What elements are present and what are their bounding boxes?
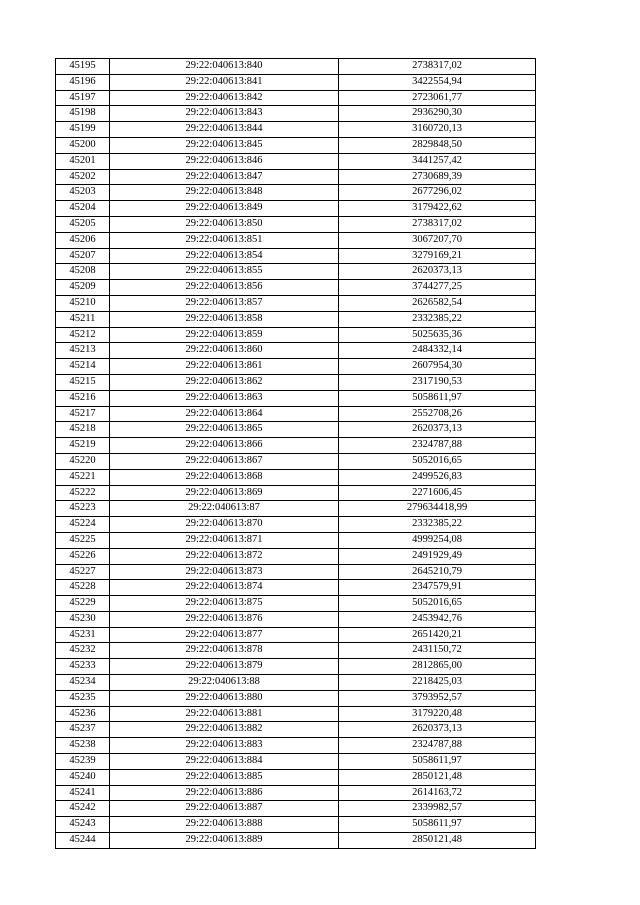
table-row	[56, 517, 536, 533]
cadastral-number-cell: 29:22:040613:846	[110, 153, 339, 169]
cadastral-number-cell: 29:22:040613:885	[110, 769, 339, 785]
row-number-cell: 45218	[56, 422, 110, 438]
cadastral-number-cell: 29:22:040613:847	[110, 169, 339, 185]
value-cell: 279634418,99	[339, 501, 536, 517]
table-row	[56, 185, 536, 201]
row-number-cell: 45211	[56, 311, 110, 327]
value-cell: 4999254,08	[339, 532, 536, 548]
value-cell: 5058611,97	[339, 390, 536, 406]
value-cell: 2324787,88	[339, 438, 536, 454]
value-cell: 2332385,22	[339, 311, 536, 327]
table-row	[56, 580, 536, 596]
value-cell: 3160720,13	[339, 122, 536, 138]
row-number-cell: 45235	[56, 690, 110, 706]
cadastral-number-cell: 29:22:040613:874	[110, 580, 339, 596]
table-row	[56, 201, 536, 217]
cadastral-number-cell: 29:22:040613:884	[110, 754, 339, 770]
value-cell: 2936290,30	[339, 106, 536, 122]
cadastral-number-cell: 29:22:040613:880	[110, 690, 339, 706]
value-cell: 5052016,65	[339, 596, 536, 612]
row-number-cell: 45239	[56, 754, 110, 770]
row-number-cell: 45223	[56, 501, 110, 517]
row-number-cell: 45222	[56, 485, 110, 501]
row-number-cell: 45224	[56, 517, 110, 533]
table-row	[56, 74, 536, 90]
row-number-cell: 45202	[56, 169, 110, 185]
row-number-cell: 45201	[56, 153, 110, 169]
cadastral-number-cell: 29:22:040613:867	[110, 453, 339, 469]
table-row	[56, 801, 536, 817]
table-row	[56, 280, 536, 296]
row-number-cell: 45231	[56, 627, 110, 643]
table-row	[56, 122, 536, 138]
cadastral-number-cell: 29:22:040613:878	[110, 643, 339, 659]
cadastral-number-cell: 29:22:040613:854	[110, 248, 339, 264]
value-cell: 2620373,13	[339, 422, 536, 438]
table-row	[56, 754, 536, 770]
table-row	[56, 311, 536, 327]
value-cell: 3179220,48	[339, 706, 536, 722]
table-row	[56, 501, 536, 517]
value-cell: 2620373,13	[339, 264, 536, 280]
cadastral-number-cell: 29:22:040613:840	[110, 59, 339, 75]
row-number-cell: 45210	[56, 295, 110, 311]
value-cell: 5058611,97	[339, 817, 536, 833]
row-number-cell: 45227	[56, 564, 110, 580]
table-row	[56, 169, 536, 185]
table-row	[56, 390, 536, 406]
value-cell: 5052016,65	[339, 453, 536, 469]
row-number-cell: 45207	[56, 248, 110, 264]
cadastral-number-cell: 29:22:040613:866	[110, 438, 339, 454]
cadastral-number-cell: 29:22:040613:855	[110, 264, 339, 280]
row-number-cell: 45230	[56, 611, 110, 627]
row-number-cell: 45204	[56, 201, 110, 217]
row-number-cell: 45229	[56, 596, 110, 612]
value-cell: 2626582,54	[339, 295, 536, 311]
cadastral-number-cell: 29:22:040613:869	[110, 485, 339, 501]
cadastral-number-cell: 29:22:040613:875	[110, 596, 339, 612]
value-cell: 2677296,02	[339, 185, 536, 201]
table-row	[56, 548, 536, 564]
table-row	[56, 137, 536, 153]
value-cell: 3067207,70	[339, 232, 536, 248]
cadastral-number-cell: 29:22:040613:845	[110, 137, 339, 153]
row-number-cell: 45199	[56, 122, 110, 138]
row-number-cell: 45232	[56, 643, 110, 659]
cadastral-number-cell: 29:22:040613:872	[110, 548, 339, 564]
value-cell: 2491929,49	[339, 548, 536, 564]
cadastral-number-cell: 29:22:040613:879	[110, 659, 339, 675]
table-row	[56, 438, 536, 454]
value-cell: 2645210,79	[339, 564, 536, 580]
value-cell: 5025635,36	[339, 327, 536, 343]
row-number-cell: 45244	[56, 833, 110, 849]
table-row	[56, 611, 536, 627]
cadastral-number-cell: 29:22:040613:88	[110, 675, 339, 691]
cadastral-number-cell: 29:22:040613:849	[110, 201, 339, 217]
row-number-cell: 45242	[56, 801, 110, 817]
value-cell: 2738317,02	[339, 59, 536, 75]
cadastral-number-cell: 29:22:040613:843	[110, 106, 339, 122]
value-cell: 2332385,22	[339, 517, 536, 533]
cadastral-number-cell: 29:22:040613:858	[110, 311, 339, 327]
cadastral-number-cell: 29:22:040613:848	[110, 185, 339, 201]
table-row	[56, 706, 536, 722]
value-cell: 3793952,57	[339, 690, 536, 706]
table-row	[56, 485, 536, 501]
row-number-cell: 45236	[56, 706, 110, 722]
value-cell: 2431150,72	[339, 643, 536, 659]
row-number-cell: 45216	[56, 390, 110, 406]
cadastral-number-cell: 29:22:040613:873	[110, 564, 339, 580]
row-number-cell: 45196	[56, 74, 110, 90]
cadastral-number-cell: 29:22:040613:863	[110, 390, 339, 406]
value-cell: 2850121,48	[339, 833, 536, 849]
cadastral-number-cell: 29:22:040613:856	[110, 280, 339, 296]
table-row	[56, 675, 536, 691]
table-row	[56, 359, 536, 375]
table-row	[56, 153, 536, 169]
cadastral-number-cell: 29:22:040613:850	[110, 216, 339, 232]
value-cell: 2723061,77	[339, 90, 536, 106]
value-cell: 2324787,88	[339, 738, 536, 754]
cadastral-number-cell: 29:22:040613:882	[110, 722, 339, 738]
row-number-cell: 45206	[56, 232, 110, 248]
cadastral-number-cell: 29:22:040613:888	[110, 817, 339, 833]
cadastral-number-cell: 29:22:040613:881	[110, 706, 339, 722]
cadastral-number-cell: 29:22:040613:851	[110, 232, 339, 248]
row-number-cell: 45209	[56, 280, 110, 296]
value-cell: 2347579,91	[339, 580, 536, 596]
row-number-cell: 45226	[56, 548, 110, 564]
value-cell: 2317190,53	[339, 374, 536, 390]
value-cell: 2453942,76	[339, 611, 536, 627]
row-number-cell: 45225	[56, 532, 110, 548]
cadastral-number-cell: 29:22:040613:864	[110, 406, 339, 422]
value-cell: 3422554,94	[339, 74, 536, 90]
row-number-cell: 45217	[56, 406, 110, 422]
cadastral-number-cell: 29:22:040613:886	[110, 785, 339, 801]
row-number-cell: 45243	[56, 817, 110, 833]
table-row	[56, 453, 536, 469]
value-cell: 2812865,00	[339, 659, 536, 675]
value-cell: 2552708,26	[339, 406, 536, 422]
cadastral-number-cell: 29:22:040613:887	[110, 801, 339, 817]
table-row	[56, 769, 536, 785]
row-number-cell: 45233	[56, 659, 110, 675]
cadastral-number-cell: 29:22:040613:860	[110, 343, 339, 359]
table-body	[56, 59, 536, 849]
row-number-cell: 45198	[56, 106, 110, 122]
cadastral-number-cell: 29:22:040613:857	[110, 295, 339, 311]
row-number-cell: 45200	[56, 137, 110, 153]
table-row	[56, 327, 536, 343]
cadastral-number-cell: 29:22:040613:87	[110, 501, 339, 517]
table-row	[56, 232, 536, 248]
row-number-cell: 45234	[56, 675, 110, 691]
table-row	[56, 532, 536, 548]
row-number-cell: 45240	[56, 769, 110, 785]
table-row	[56, 817, 536, 833]
row-number-cell: 45241	[56, 785, 110, 801]
value-cell: 2607954,30	[339, 359, 536, 375]
row-number-cell: 45203	[56, 185, 110, 201]
cadastral-value-table	[55, 58, 536, 849]
value-cell: 3744277,25	[339, 280, 536, 296]
value-cell: 2271606,45	[339, 485, 536, 501]
table-row	[56, 627, 536, 643]
cadastral-number-cell: 29:22:040613:859	[110, 327, 339, 343]
cadastral-number-cell: 29:22:040613:861	[110, 359, 339, 375]
value-cell: 2484332,14	[339, 343, 536, 359]
table-row	[56, 106, 536, 122]
value-cell: 2614163,72	[339, 785, 536, 801]
table-row	[56, 722, 536, 738]
row-number-cell: 45208	[56, 264, 110, 280]
value-cell: 5058611,97	[339, 754, 536, 770]
table-row	[56, 422, 536, 438]
table-row	[56, 216, 536, 232]
cadastral-number-cell: 29:22:040613:877	[110, 627, 339, 643]
table-row	[56, 738, 536, 754]
cadastral-number-cell: 29:22:040613:842	[110, 90, 339, 106]
cadastral-number-cell: 29:22:040613:889	[110, 833, 339, 849]
table-row	[56, 343, 536, 359]
cadastral-number-cell: 29:22:040613:871	[110, 532, 339, 548]
value-cell: 2339982,57	[339, 801, 536, 817]
row-number-cell: 45238	[56, 738, 110, 754]
table-row	[56, 469, 536, 485]
row-number-cell: 45228	[56, 580, 110, 596]
row-number-cell: 45215	[56, 374, 110, 390]
row-number-cell: 45213	[56, 343, 110, 359]
row-number-cell: 45212	[56, 327, 110, 343]
value-cell: 2218425,03	[339, 675, 536, 691]
table-row	[56, 659, 536, 675]
document-page	[55, 58, 535, 849]
table-row	[56, 406, 536, 422]
cadastral-number-cell: 29:22:040613:841	[110, 74, 339, 90]
value-cell: 2738317,02	[339, 216, 536, 232]
value-cell: 3179422,62	[339, 201, 536, 217]
value-cell: 3441257,42	[339, 153, 536, 169]
row-number-cell: 45195	[56, 59, 110, 75]
table-row	[56, 833, 536, 849]
row-number-cell: 45237	[56, 722, 110, 738]
cadastral-number-cell: 29:22:040613:862	[110, 374, 339, 390]
table-row	[56, 295, 536, 311]
cadastral-number-cell: 29:22:040613:876	[110, 611, 339, 627]
table-row	[56, 90, 536, 106]
cadastral-number-cell: 29:22:040613:868	[110, 469, 339, 485]
cadastral-number-cell: 29:22:040613:865	[110, 422, 339, 438]
value-cell: 2829848,50	[339, 137, 536, 153]
value-cell: 2850121,48	[339, 769, 536, 785]
table-row	[56, 564, 536, 580]
cadastral-number-cell: 29:22:040613:870	[110, 517, 339, 533]
value-cell: 2620373,13	[339, 722, 536, 738]
table-row	[56, 374, 536, 390]
row-number-cell: 45197	[56, 90, 110, 106]
row-number-cell: 45219	[56, 438, 110, 454]
value-cell: 2730689,39	[339, 169, 536, 185]
value-cell: 3279169,21	[339, 248, 536, 264]
table-row	[56, 248, 536, 264]
row-number-cell: 45205	[56, 216, 110, 232]
value-cell: 2651420,21	[339, 627, 536, 643]
value-cell: 2499526,83	[339, 469, 536, 485]
cadastral-number-cell: 29:22:040613:883	[110, 738, 339, 754]
table-row	[56, 264, 536, 280]
cadastral-number-cell: 29:22:040613:844	[110, 122, 339, 138]
row-number-cell: 45214	[56, 359, 110, 375]
table-row	[56, 690, 536, 706]
row-number-cell: 45220	[56, 453, 110, 469]
table-row	[56, 596, 536, 612]
table-row	[56, 785, 536, 801]
row-number-cell: 45221	[56, 469, 110, 485]
table-row	[56, 59, 536, 75]
table-row	[56, 643, 536, 659]
